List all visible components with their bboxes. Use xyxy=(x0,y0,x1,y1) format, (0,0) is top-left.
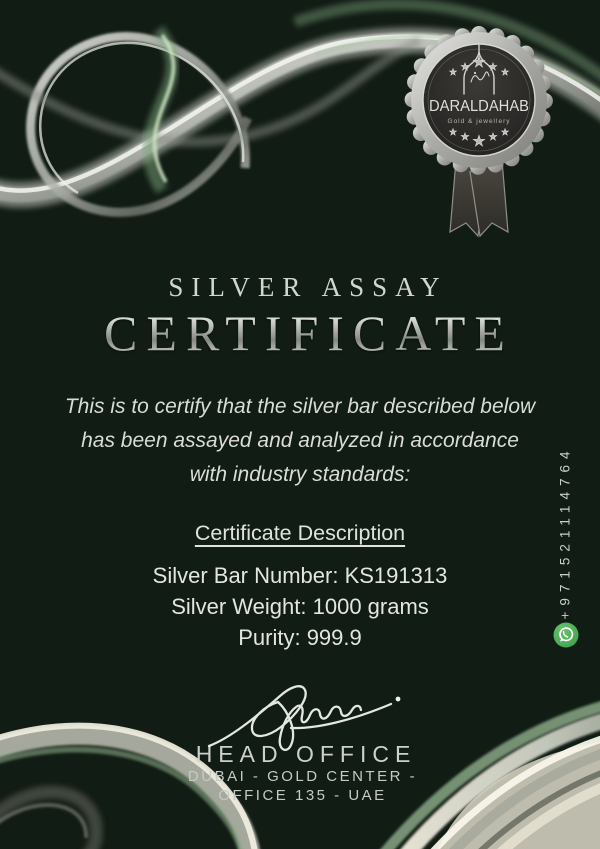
silver-bar-number: Silver Bar Number: KS191313 xyxy=(152,563,448,588)
statement-line-2: has been assayed and analyzed in accordance xyxy=(81,429,519,452)
svg-text:★: ★ xyxy=(472,53,486,71)
svg-text:★: ★ xyxy=(448,128,458,138)
address-line-1: DUBAI - GOLD CENTER - xyxy=(187,768,418,785)
silver-weight: Silver Weight: 1000 grams xyxy=(171,594,429,619)
certification-statement xyxy=(0,390,600,492)
whatsapp-phone-number: +971521114764 xyxy=(557,445,573,620)
description-heading: Certificate Description xyxy=(194,521,406,545)
svg-text:★: ★ xyxy=(460,132,470,143)
certificate-details xyxy=(0,560,600,653)
signature xyxy=(185,666,425,758)
statement-line-1: This is to certify that the silver bar described below xyxy=(64,395,536,418)
address-line-2: OFFICE 135 - UAE xyxy=(218,787,387,804)
svg-text:★: ★ xyxy=(448,68,458,78)
medal-tagline: Gold & jewellery xyxy=(447,118,511,125)
assay-subtitle: SILVER ASSAY xyxy=(168,272,448,302)
purity: Purity: 999.9 xyxy=(238,625,362,650)
medal-brand-name: DARALDAHAB xyxy=(429,98,529,115)
svg-text:★: ★ xyxy=(488,62,498,73)
svg-text:★: ★ xyxy=(460,62,470,73)
svg-text:★: ★ xyxy=(500,68,510,78)
whatsapp-icon xyxy=(553,622,579,648)
statement-line-3: with industry standards: xyxy=(189,463,411,486)
head-office-label: HEAD OFFICE xyxy=(195,741,417,767)
svg-text:★: ★ xyxy=(472,132,486,150)
svg-text:★: ★ xyxy=(488,132,498,143)
certificate-title: CERTIFICATE xyxy=(0,304,600,362)
svg-text:★: ★ xyxy=(500,128,510,138)
